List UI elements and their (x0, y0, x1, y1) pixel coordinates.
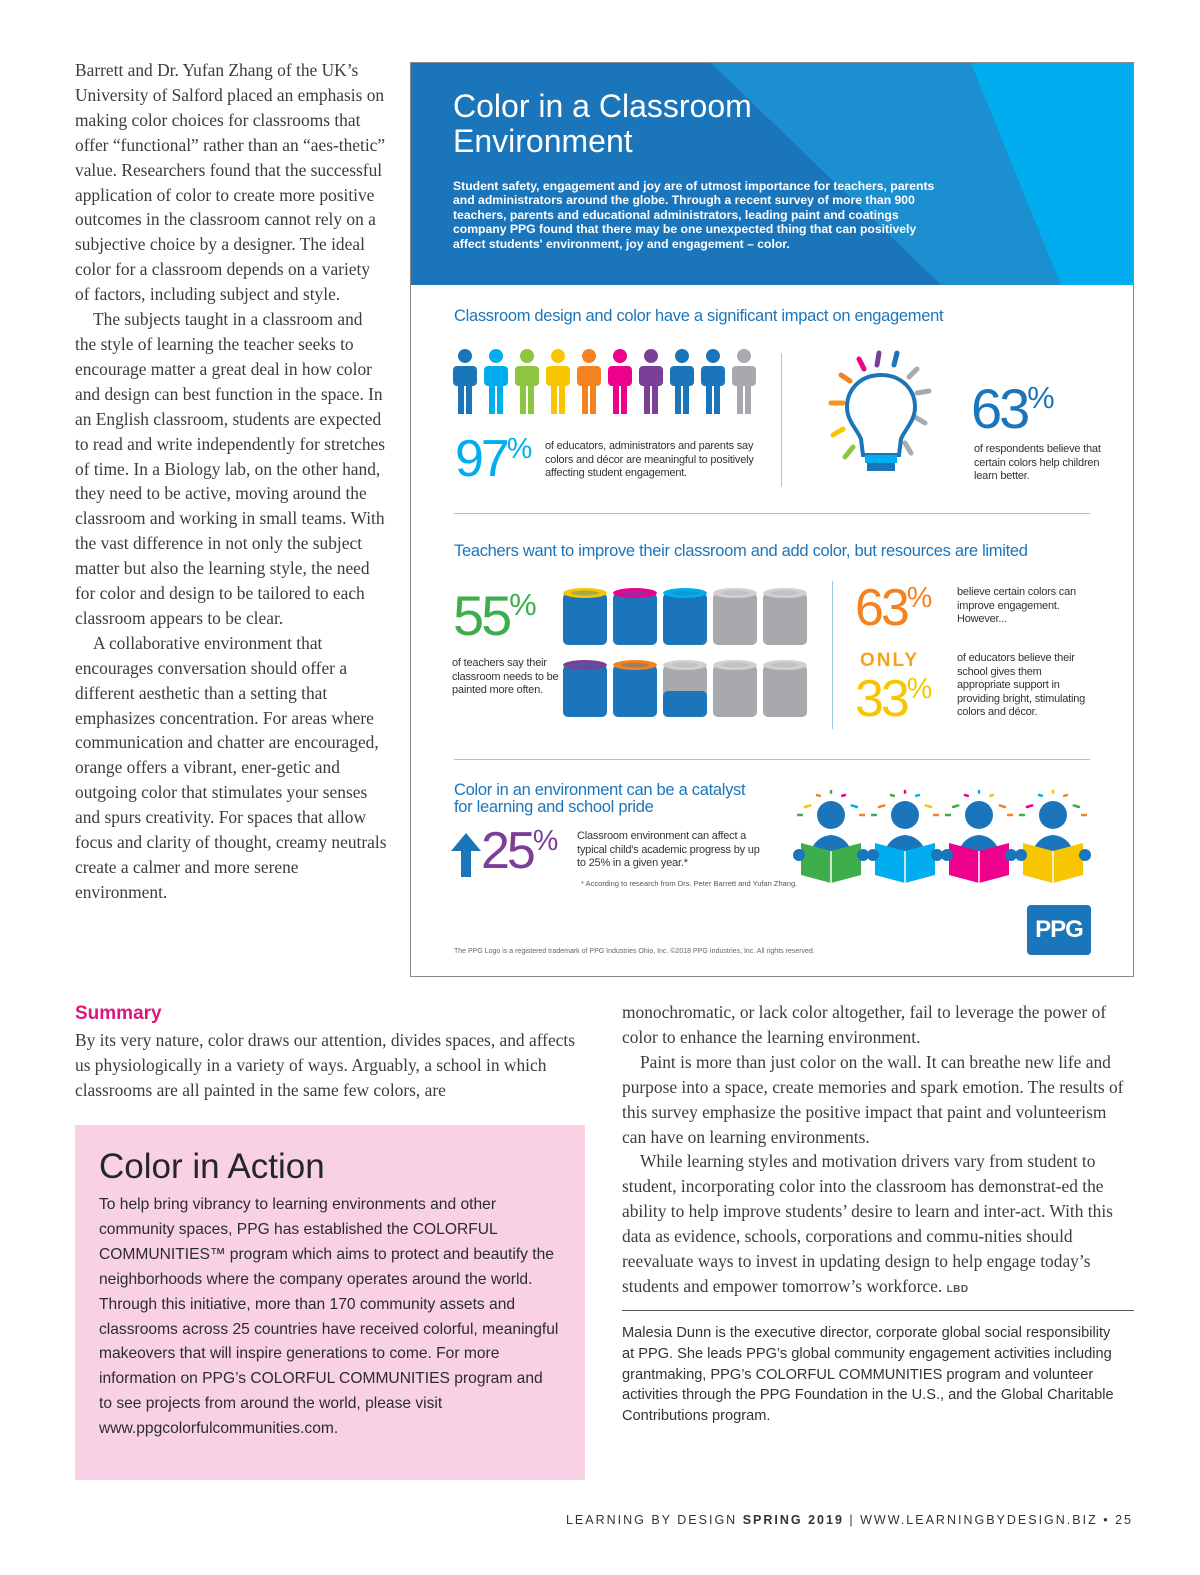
infographic-intro: Student safety, engagement and joy are of utmost importance for teachers, parents and administrators around the globe. Through a recent survey of more than 900 teachers, parents and educational administrators, leading paint and coatings company PPG found that there may be one unexpected thing that can positively affect students' environment, joy and engagement – color. (453, 179, 935, 251)
color-in-action-body: To help bring vibrancy to learning environments and other community spaces, PPG has established the COLORFUL COMMUNITIES™ program which aims to protect and beautify the neighborhoods where the company operates around the world. Through this initiative, more than 170 community assets and classrooms across 25 countries have received colorful, meaningful makeovers that will inspire generations to come. For more information on PPG’s COLORFUL COMMUNITIES program and to see projects from around the world, please visit www.ppgcolorfulcommunities.com. (99, 1196, 559, 1438)
stat-63-percent-engagement: 63% (855, 579, 933, 637)
lbd-end-mark: LBD (946, 1283, 969, 1295)
person-icon (484, 349, 508, 414)
section1-heading: Classroom design and color have a significant impact on engagement (454, 307, 944, 325)
bio-divider (622, 1310, 1134, 1311)
stat-33-percent: 33% (855, 670, 933, 728)
footer-issue: SPRING 2019 (742, 1513, 844, 1527)
reading-student-icon (941, 791, 1017, 883)
left-column-text (75, 58, 387, 905)
paint-can-icon (713, 660, 757, 717)
footer-page-number: 25 (1115, 1513, 1133, 1527)
paint-can-icon (713, 588, 757, 645)
paint-can-icon (563, 588, 607, 645)
only-label: ONLY (860, 650, 920, 671)
paint-can-icon (563, 660, 607, 717)
right-paragraph-3: While learning styles and motivation drivers vary from student to student, incorporating color into the classroom has demonstrat-ed the ability to help improve students’ desire to learn and inter-act. With this data as evidence, schools, corporations and commu-nities should reevaluate ways to invest in updating design to help engage today’s students and empower tomorrow’s workforce. LBD (622, 1151, 1113, 1296)
person-icon (546, 349, 570, 414)
stat-97-text: of educators, administrators and parents say colors and décor are meaningful to positively affecting student engagement. (545, 440, 754, 479)
infographic-title: Color in a Classroom Environment (453, 88, 752, 159)
left-paragraph-1: Barrett and Dr. Yufan Zhang of the UK’s University of Salford placed an emphasis on making color choices for classrooms that offer “functional” rather than an “aes-thetic” value. Researchers found that the successful application of color to create more positive outcomes in the classroom cannot rely on a subjective choice by a designer. The ideal color for a classroom depends on a variety of factors, including subject and style. (75, 60, 386, 305)
ppg-logo: PPG (1027, 905, 1091, 955)
summary-heading: Summary (75, 1003, 162, 1024)
stat-63-percent-learn: 63% (971, 377, 1055, 440)
stat-33-text: of educators believe their school gives them appropriate support in providing bright, stimulating colors and décor. (957, 652, 1086, 718)
left-paragraph-3: A collaborative environment that encourages conversation should offer a different aesthetic than a setting that emphasizes concentration. For areas where communication and chatter are encouraged, orange offers a vibrant, ener-getic and outgoing color that stimulates your senses and spurs creativity. For spaces that allow focus and clarity of thought, creamy neutrals create a calmer and more serene environment. (75, 632, 387, 902)
lightbulb-icon (811, 345, 951, 495)
right-paragraph-1: monochromatic, or lack color altogether, fail to leverage the power of color to enhance the learning environment. (622, 1002, 1107, 1047)
stat-63-learn-text: of respondents believe that certain colors help children learn better. (974, 443, 1101, 482)
stat-97-percent: 97% (455, 430, 533, 488)
person-icon (453, 349, 477, 414)
reading-student-icon (1015, 791, 1091, 883)
section3-heading-line2: for learning and school pride (454, 798, 654, 816)
reading-students-icons (789, 781, 1109, 891)
person-icon (639, 349, 663, 414)
author-bio: Malesia Dunn is the executive director, corporate global social responsibility at PPG. She leads PPG’s global community engagement activities including grantmaking, PPG’s COLORFUL COMMUNITIES program and volunteer activities through the PPG Foundation in the U.S., and the Global Charitable Contributions program. (622, 1325, 1114, 1425)
color-in-action-title: Color in Action (99, 1147, 325, 1186)
person-icon (577, 349, 601, 414)
paint-can-icon (763, 588, 807, 645)
research-footnote: * According to research from Drs. Peter Barrett and Yufan Zhang. (581, 879, 798, 888)
section3-heading-line1: Color in an environment can be a catalyst (454, 781, 746, 799)
paint-can-icon (763, 660, 807, 717)
summary-text (75, 1028, 575, 1103)
reading-student-icon (867, 791, 943, 883)
stat-55-text: of teachers say their classroom needs to be painted more often. (452, 657, 559, 696)
right-paragraph-2: Paint is more than just color on the wall. It can breathe new life and purpose into a space, create memories and spark emotion. The results of this survey emphasize the positive impact that paint and volunteerism can have on learning environments. (622, 1051, 1124, 1147)
stat-25-percent: 25% (481, 822, 559, 880)
person-icon (608, 349, 632, 414)
person-icon (515, 349, 539, 414)
footer-separator: | (849, 1513, 855, 1527)
stat-55-percent: 55% (453, 584, 537, 647)
footer-website: WWW.LEARNINGBYDESIGN.BIZ (860, 1513, 1098, 1527)
left-paragraph-2: The subjects taught in a classroom and the style of learning the teacher seeks to encourage matter a great deal in how color and design can best function in the space. In an English classroom, students are expected to read and write independently for stretches of time. In a Biology lab, on the other hand, they need to be active, moving around the classroom and working in small teams. With the vast difference in not only the subject matter but also the learning style, the need for color and design to be tailored to each classroom appears to be clear. (75, 309, 386, 628)
footer-bullet: • (1103, 1513, 1110, 1527)
trademark-notice: The PPG Logo is a registered trademark of PPG Industries Ohio, Inc. ©2018 PPG Industries, Inc. All rights reserved. (454, 948, 815, 955)
page-footer (566, 1513, 1133, 1527)
paint-cans-icons (561, 587, 821, 727)
stat-25-text: Classroom environment can affect a typical child's academic progress by up to 25% in a given year.* (577, 830, 760, 869)
paint-can-icon (613, 588, 657, 645)
infographic (410, 62, 1134, 977)
paint-can-icon (663, 660, 707, 717)
up-arrow-icon (451, 833, 481, 877)
summary-paragraph: By its very nature, color draws our attention, divides spaces, and affects us physiologically in a variety of ways. Arguably, a school in which classrooms are all painted in the same few colors, are (75, 1030, 575, 1100)
footer-magazine: LEARNING BY DESIGN (565, 1513, 738, 1527)
person-icon (732, 349, 756, 414)
people-icons (451, 348, 761, 418)
right-column-text (622, 1000, 1134, 1303)
person-icon (701, 349, 725, 414)
paint-can-icon (613, 660, 657, 717)
person-icon (670, 349, 694, 414)
section2-heading: Teachers want to improve their classroom and add color, but resources are limited (454, 542, 1028, 560)
stat-63-engagement-text: believe certain colors can improve engagement. However... (957, 586, 1076, 625)
color-in-action-box (75, 1125, 585, 1480)
infographic-banner (411, 63, 1133, 285)
paint-can-icon (663, 588, 707, 645)
reading-student-icon (793, 791, 869, 883)
